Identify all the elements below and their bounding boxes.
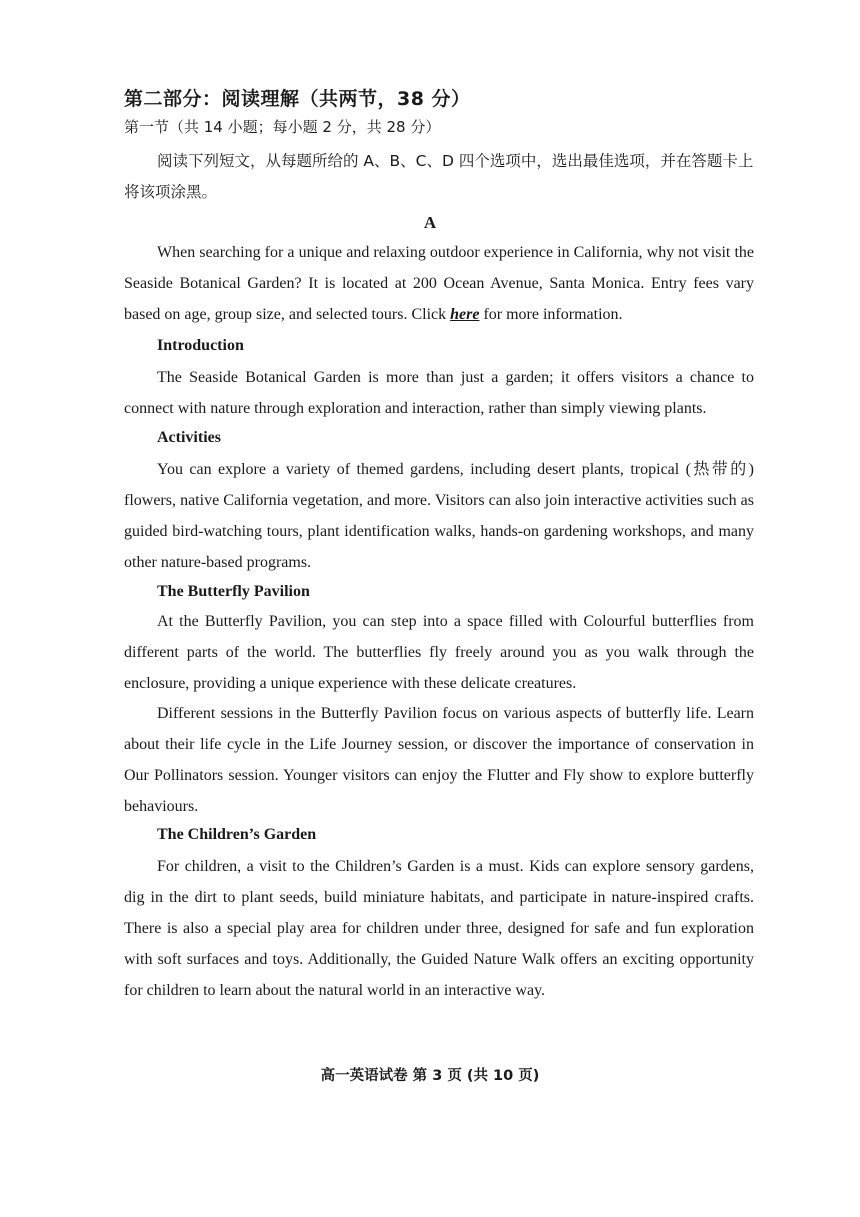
intro-text: When searching for a unique and relaxing outdoor experience in California, why not visit the Seaside Botanical Garden? It is located at 200 Ocean Avenue, Santa Monica. Entry fees vary based on age, group size, and selected tours. Click (124, 244, 754, 323)
introduction-paragraph: The Seaside Botanical Garden is more than just a garden; it offers visitors a chance to connect with nature through exploration and interaction, rather than simply viewing plants. (124, 369, 754, 417)
activities-heading: Activities (157, 429, 221, 446)
instructions: 阅读下列短文，从每题所给的 A、B、C、D 四个选项中，选出最佳选项，并在答题卡上将该项涂黑。 (124, 152, 754, 201)
intro-paragraph (124, 237, 754, 330)
introduction-heading: Introduction (157, 337, 244, 354)
activities-paragraph: You can explore a variety of themed gardens, including desert plants, tropical (热带的) flowers, native California vegetation, and more. Visitors can also join interactive activities such as guided bird-watching tours, plant identification walks, hands-on gardening workshops, and many other nature-based programs. (124, 461, 754, 571)
section-heading: 第二部分：阅读理解（共两节，38 分） (124, 88, 471, 110)
butterfly-heading: The Butterfly Pavilion (157, 583, 310, 600)
here-link[interactable]: here (450, 306, 480, 323)
butterfly-paragraph-2: Different sessions in the Butterfly Pavilion focus on various aspects of butterfly life. Learn about their life cycle in the Life Journey session, or discover the importance of conservation in Our Pollinators session. Younger visitors can enjoy the Flutter and Fly show to explore butterfly behaviours. (124, 705, 754, 815)
childrens-garden-heading: The Children’s Garden (157, 826, 317, 843)
passage-letter: A (423, 213, 437, 232)
page-footer: 高一英语试卷 第 3 页 (共 10 页) (320, 1068, 540, 1084)
childrens-garden-paragraph: For children, a visit to the Children’s Garden is a must. Kids can explore sensory gardens, dig in the dirt to plant seeds, build miniature habitats, and participate in nature-inspired crafts. There is also a special play area for children under three, designed for safe and fun exploration with soft surfaces and toys. Additionally, the Guided Nature Walk offers an exciting opportunity for children to learn about the natural world in an interactive way. (124, 858, 754, 999)
subsection-heading: 第一节（共 14 小题；每小题 2 分，共 28 分） (124, 118, 441, 136)
butterfly-paragraph-1: At the Butterfly Pavilion, you can step into a space filled with Colourful butterflies from different parts of the world. The butterflies fly freely around you as you walk through the enclosure, providing a unique experience with these delicate creatures. (124, 613, 754, 692)
intro-text-end: for more information. (479, 306, 623, 323)
